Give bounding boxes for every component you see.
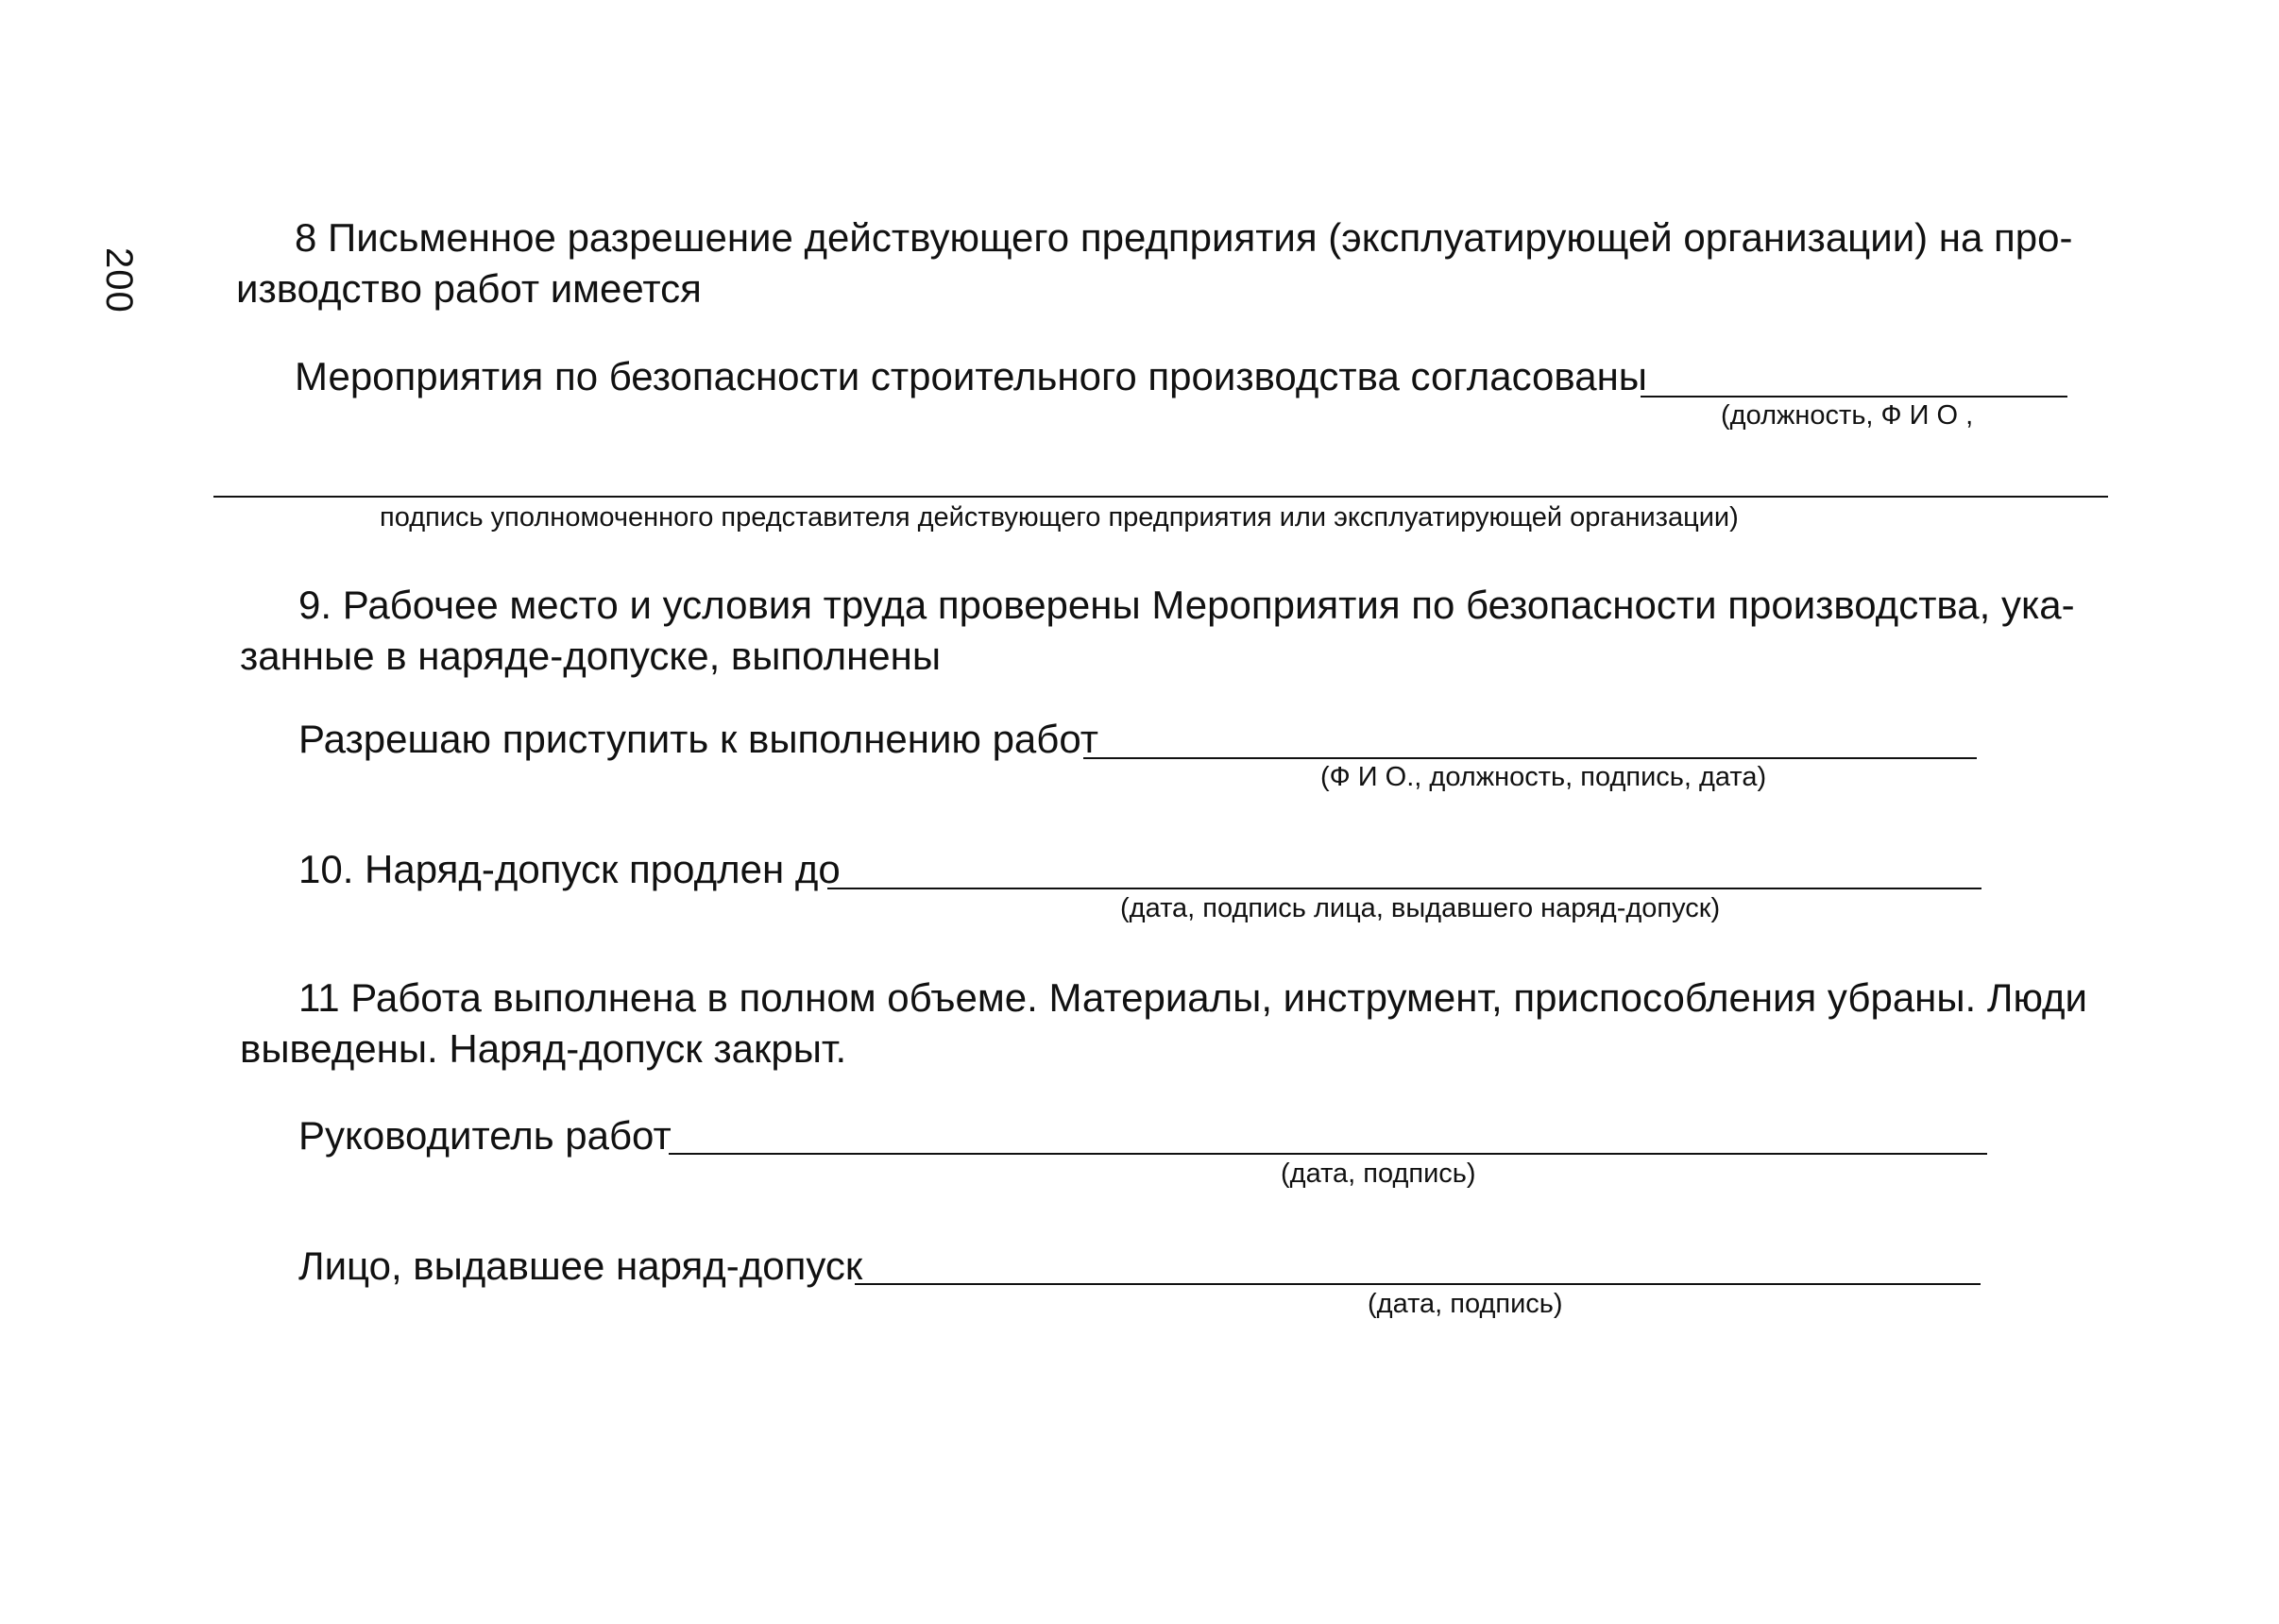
agreed-caption-2: подпись уполномоченного представителя действующего предприятия или эксплуатирующей организации) <box>380 502 1739 533</box>
section-9-line-2: занные в наряде-допуске, выполнены <box>240 634 942 678</box>
agreed-signature-line-2[interactable] <box>213 496 2108 498</box>
section-9-line-1: 9. Рабочее место и условия труда проверены Мероприятия по безопасности производства, ука- <box>298 583 2075 627</box>
section-11-line-1: 11 Работа выполнена в полном объеме. Материалы, инструмент, приспособления убраны. Люди <box>298 975 2087 1020</box>
extended-caption: (дата, подпись лица, выдавшего наряд-допуск) <box>1120 893 1721 923</box>
extended-label: 10. Наряд-допуск продлен до <box>298 847 841 891</box>
section-11-text <box>240 973 2087 1074</box>
agreed-caption-1: (должность, Ф И О , <box>1721 400 1974 431</box>
section-8-text <box>236 212 2072 314</box>
issuer-caption: (дата, подпись) <box>1368 1289 1563 1319</box>
permit-signature-line[interactable] <box>1083 757 1977 759</box>
permit-label: Разрешаю приступить к выполнению работ <box>298 717 1099 761</box>
manager-label: Руководитель работ <box>298 1113 672 1158</box>
section-11-line-2: выведены. Наряд-допуск закрыт. <box>240 1026 847 1071</box>
manager-caption: (дата, подпись) <box>1281 1159 1476 1189</box>
permit-caption: (Ф И О., должность, подпись, дата) <box>1320 762 1767 792</box>
agreed-label: Мероприятия по безопасности строительного производства согласованы <box>295 354 1647 398</box>
section-9-text <box>240 580 2075 682</box>
agreed-signature-line[interactable] <box>1641 396 2067 398</box>
page-number: 200 <box>98 247 140 313</box>
issuer-label: Лицо, выдавшее наряд-допуск <box>298 1243 863 1288</box>
section-8-line-2: изводство работ имеется <box>236 266 702 311</box>
extended-signature-line[interactable] <box>827 888 1981 889</box>
section-8-line-1: 8 Письменное разрешение действующего предприятия (эксплуатирующей организации) на про- <box>295 215 2073 260</box>
issuer-signature-line[interactable] <box>855 1283 1981 1285</box>
manager-signature-line[interactable] <box>669 1153 1987 1155</box>
